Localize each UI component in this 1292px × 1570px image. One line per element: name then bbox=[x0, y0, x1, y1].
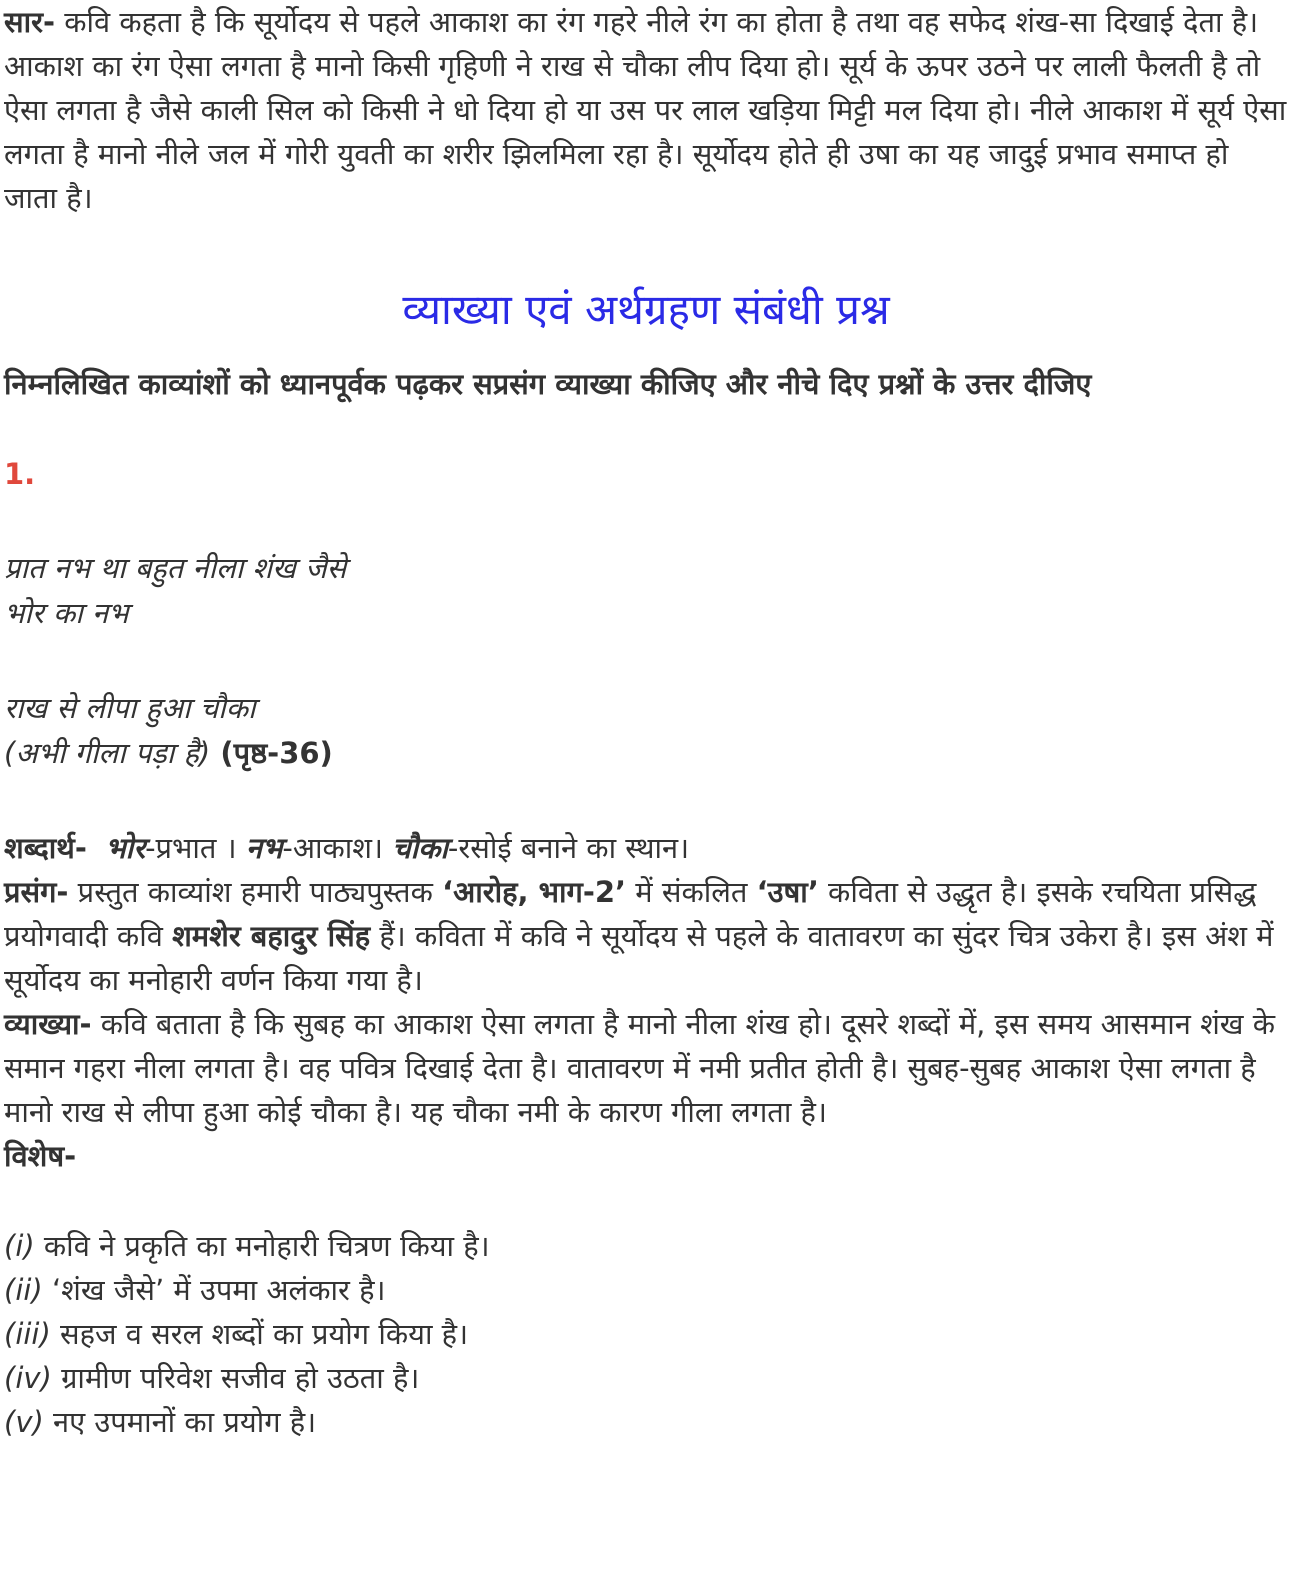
list-item-text: ‘शंख जैसे’ में उपमा अलंकार है। bbox=[42, 1273, 386, 1307]
explanation-block bbox=[4, 826, 1288, 1178]
instruction-text: निम्नलिखित काव्यांशों को ध्यानपूर्वक पढ़कर सप्रसंग व्याख्या कीजिए और नीचे दिए प्रश्नों के उत्तर दीजिए bbox=[4, 367, 1092, 401]
poem-line bbox=[4, 731, 1288, 776]
vishesh-list bbox=[4, 1224, 1288, 1444]
vyakhya-label: व्याख्या- bbox=[4, 1007, 92, 1041]
list-item-text: कवि ने प्रकृति का मनोहारी चित्रण किया है। bbox=[34, 1229, 490, 1263]
list-item-number: (v) bbox=[4, 1405, 44, 1439]
list-item-number: (ii) bbox=[4, 1273, 43, 1307]
list-item-text: ग्रामीण परिवेश सजीव हो उठता है। bbox=[51, 1361, 420, 1395]
shabdarth-paragraph bbox=[4, 826, 1288, 870]
list-item-text: सहज व सरल शब्दों का प्रयोग किया है। bbox=[50, 1317, 469, 1351]
list-item bbox=[4, 1224, 1288, 1268]
list-item-number: (iii) bbox=[4, 1317, 51, 1351]
list-item bbox=[4, 1312, 1288, 1356]
poem-stanza-2 bbox=[4, 686, 1288, 776]
list-item bbox=[4, 1400, 1288, 1444]
list-item bbox=[4, 1356, 1288, 1400]
vishesh-label: विशेष- bbox=[4, 1139, 77, 1173]
list-item-number: (i) bbox=[4, 1229, 35, 1263]
word-term: चौका bbox=[392, 831, 448, 865]
word-term: भोर bbox=[105, 831, 146, 865]
prasang-text: में संकलित bbox=[626, 875, 757, 909]
vyakhya-text: कवि बताता है कि सुबह का आकाश ऐसा लगता है मानो नीला शंख हो। दूसरे शब्दों में, इस समय आसमान शंख के समान गहरा नीला लगता है। वह पवित्र दिखाई देता है। वातावरण में नमी प्रतीत होती है। सुबह-सुबह आकाश ऐसा लगता है मानो राख से लीपा हुआ कोई चौका है। यह चौका नमी के कारण गीला लगता है। bbox=[4, 1007, 1275, 1129]
word-meaning: -रसोई बनाने का स्थान। bbox=[447, 831, 690, 865]
word-meaning: -आकाश। bbox=[282, 831, 383, 865]
poem-line: राख से लीपा हुआ चौका bbox=[4, 691, 256, 725]
word-meaning: -प्रभात । bbox=[145, 831, 237, 865]
word-term: नभ bbox=[245, 831, 283, 865]
prasang-label: प्रसंग- bbox=[4, 875, 69, 909]
question-number: 1. bbox=[4, 457, 36, 491]
poem-line: प्रात नभ था बहुत नीला शंख जैसे bbox=[4, 551, 347, 585]
poem-line-text: (अभी गीला पड़ा है) bbox=[4, 736, 211, 770]
poem-title: ‘उषा’ bbox=[756, 875, 819, 909]
prasang-text: कविता से उद्धृत है। इसके रचयिता प्रसिद्ध प्रयोगवादी कवि bbox=[4, 875, 1257, 953]
prasang-text: प्रस्तुत काव्यांश हमारी पाठ्यपुस्तक bbox=[68, 875, 443, 909]
section-heading: व्याख्या एवं अर्थग्रहण संबंधी प्रश्न bbox=[402, 285, 890, 334]
page-reference: (पृष्ठ-36) bbox=[210, 736, 333, 770]
summary-text: कवि कहता है कि सूर्योदय से पहले आकाश का रंग गहरे नीले रंग का होता है तथा वह सफेद शंख-सा दिखाई देता है। आकाश का रंग ऐसा लगता है मानो किसी गृहिणी ने राख से चौका लीप दिया हो। सूर्य के ऊपर उठने पर लाली फैलती है तो ऐसा लगता है जैसे काली सिल को किसी ने धो दिया हो या उस पर लाल खड़िया मिट्टी मल दिया हो। नीले आकाश में सूर्य ऐसा लगता है मानो नीले जल में गोरी युवती का शरीर झिलमिला रहा है। सूर्योदय होते ही उषा का यह जादुई प्रभाव समाप्त हो जाता है। bbox=[4, 5, 1287, 215]
list-item-text: नए उपमानों का प्रयोग है। bbox=[43, 1405, 317, 1439]
book-title: ‘आरोह, भाग-2’ bbox=[442, 875, 627, 909]
poet-name: शमशेर बहादुर सिंह bbox=[172, 919, 371, 953]
summary-label: सार- bbox=[4, 5, 56, 39]
list-item bbox=[4, 1268, 1288, 1312]
prasang-paragraph bbox=[4, 870, 1288, 1002]
vyakhya-paragraph bbox=[4, 1002, 1288, 1134]
poem-stanza-1 bbox=[4, 546, 1288, 636]
shabdarth-label: शब्दार्थ- bbox=[4, 831, 87, 865]
prasang-text: हैं। कविता में कवि ने सूर्योदय से पहले के वातावरण का सुंदर चित्र उकेरा है। इस अंश में सूर्योदय का मनोहारी वर्णन किया गया है। bbox=[4, 919, 1274, 997]
poem-line: भोर का नभ bbox=[4, 596, 129, 630]
list-item-number: (iv) bbox=[4, 1361, 52, 1395]
summary-paragraph bbox=[4, 0, 1288, 220]
